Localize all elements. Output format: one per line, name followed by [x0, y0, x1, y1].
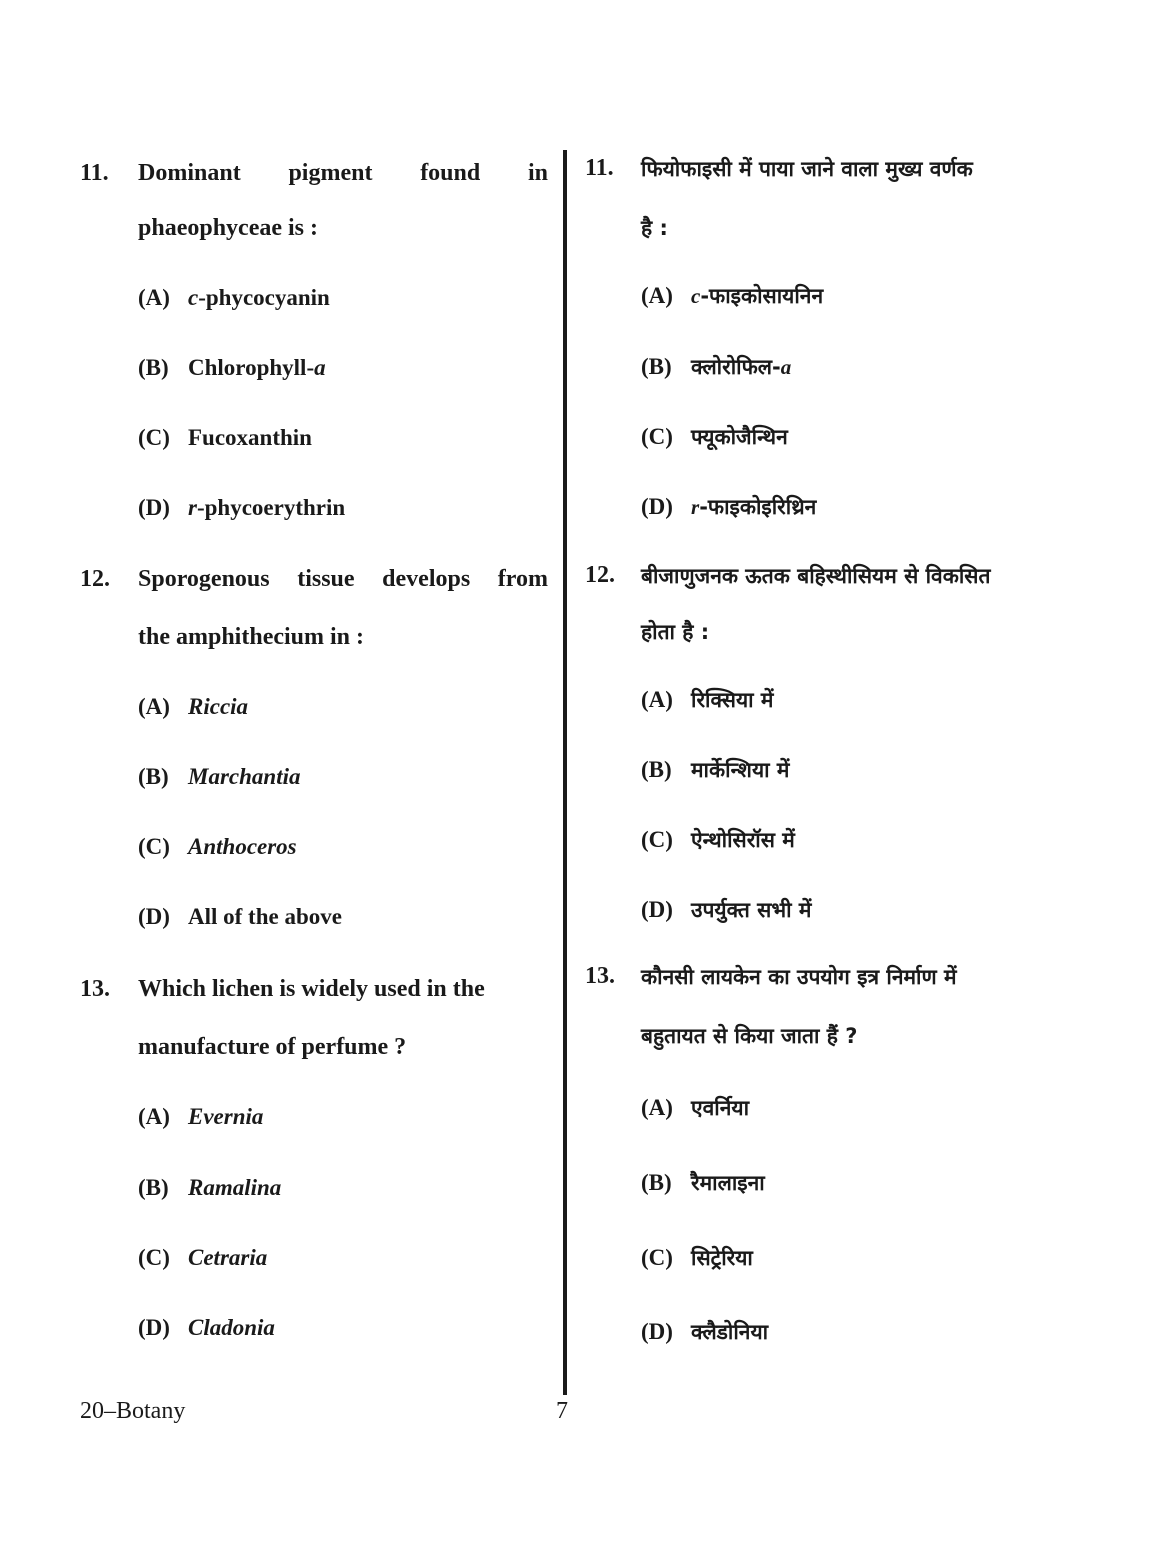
option-d: (D) All of the above [138, 904, 342, 929]
option-c: (C) Cetraria [138, 1245, 268, 1270]
paper-code: 20–Botany [80, 1398, 186, 1424]
question-text-line2: manufacture of perfume ? [138, 1034, 407, 1060]
option-b: (B) रैमालाइना [641, 1170, 765, 1195]
question-number: 13. [585, 963, 615, 989]
option-d: (D) उपर्युक्त सभी में [641, 897, 812, 922]
question-text-line2: the amphithecium in : [138, 624, 365, 650]
question-text-line1: फियोफाइसी में पाया जाने वाला मुख्य वर्णक [641, 157, 973, 181]
option-a: (A) रिक्सिया में [641, 687, 774, 712]
question-text-line1: Dominant pigment found in [138, 160, 548, 186]
question-number: 12. [585, 562, 615, 588]
question-text-line2: है : [641, 216, 668, 240]
question-text-line1: Which lichen is widely used in the [138, 976, 485, 1002]
option-a: (A) एवर्निया [641, 1095, 750, 1120]
option-c: (C) फ्यूकोजैन्थिन [641, 424, 788, 449]
option-d: (D) क्लैडोनिया [641, 1319, 769, 1344]
question-number: 13. [80, 976, 110, 1002]
option-a: (A) c-phycocyanin [138, 285, 330, 310]
column-divider [563, 150, 567, 1395]
option-d: (D) Cladonia [138, 1315, 275, 1340]
question-text-line1: Sporogenous tissue develops from [138, 566, 548, 592]
option-b: (B) Ramalina [138, 1175, 282, 1200]
page-number: 7 [556, 1398, 568, 1424]
option-c: (C) Fucoxanthin [138, 425, 312, 450]
option-d: (D) r-फाइकोइरिथ्रिन [641, 494, 817, 519]
option-b: (B) Chlorophyll-a [138, 355, 326, 380]
option-b: (B) Marchantia [138, 764, 301, 789]
question-number: 11. [80, 160, 109, 186]
option-a: (A) Riccia [138, 694, 249, 719]
option-c: (C) सिट्रेरिया [641, 1245, 753, 1270]
question-text-line2: होता है : [641, 620, 710, 644]
question-text-line2: बहुतायत से किया जाता हैं ? [641, 1024, 858, 1048]
option-c: (C) Anthoceros [138, 834, 297, 859]
question-number: 11. [585, 155, 614, 181]
question-number: 12. [80, 566, 110, 592]
option-b: (B) मार्केन्शिया में [641, 757, 790, 782]
option-c: (C) ऐन्थोसिरॉस में [641, 827, 795, 852]
option-a: (A) c-फाइकोसायनिन [641, 283, 824, 308]
question-text-line1: बीजाणुजनक ऊतक बहिस्थीसियम से विकसित [641, 564, 991, 588]
question-text-line1: कौनसी लायकेन का उपयोग इत्र निर्माण में [641, 965, 957, 989]
option-a: (A) Evernia [138, 1104, 264, 1129]
option-b: (B) क्लोरोफिल-a [641, 354, 792, 379]
option-d: (D) r-phycoerythrin [138, 495, 346, 520]
question-text-line2: phaeophyceae is : [138, 215, 318, 241]
